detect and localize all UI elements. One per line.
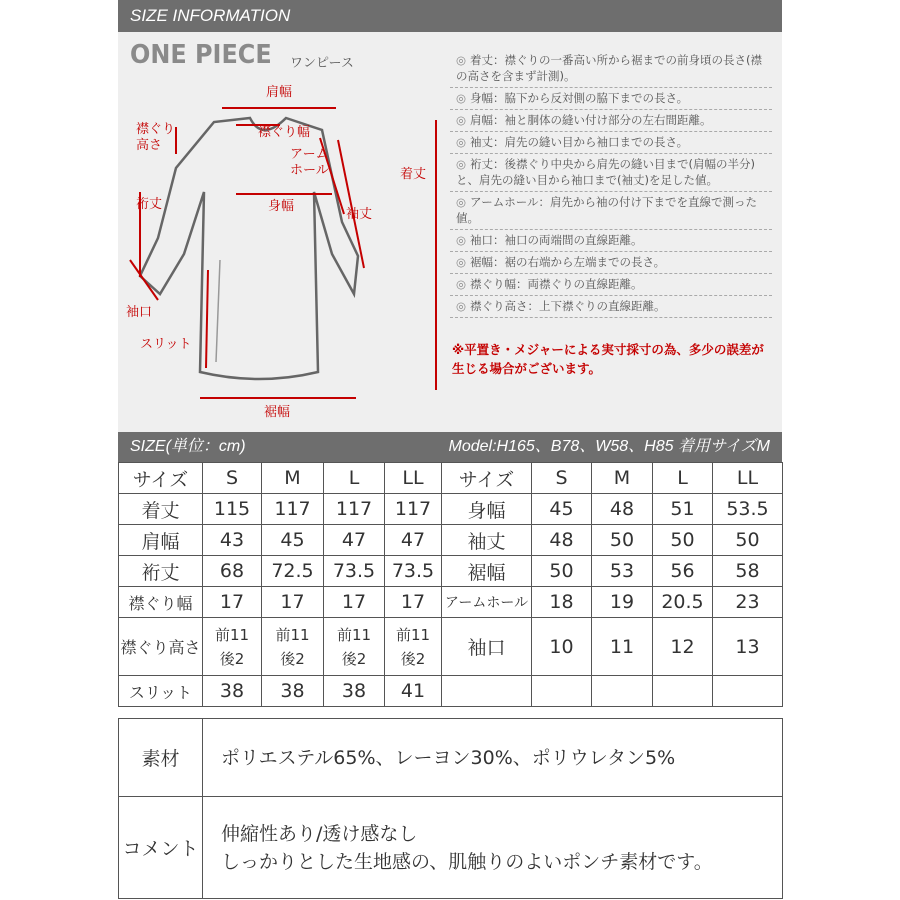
size-value: 72.5: [262, 556, 324, 587]
size-value: 前11 後2: [385, 618, 442, 676]
size-value: 50: [532, 556, 592, 587]
size-value: 50: [653, 525, 713, 556]
table-row: [119, 618, 783, 676]
note-text: 襟ぐり幅：両襟ぐりの直線距離。: [470, 277, 643, 291]
note-bullet-icon: ◎: [456, 53, 467, 67]
size-value: 50: [592, 525, 653, 556]
size-value: 17: [385, 587, 442, 618]
slit-line: [216, 260, 220, 362]
label-katahaba: 肩幅: [266, 85, 293, 100]
size-value: 38: [262, 676, 324, 707]
label-eri-haba: 襟ぐり幅: [258, 125, 311, 140]
size-value: 43: [203, 525, 262, 556]
note-item: [450, 50, 772, 88]
note-item: [450, 274, 772, 296]
size-value: 73.5: [324, 556, 385, 587]
size-value: 17: [324, 587, 385, 618]
size-value: 48: [532, 525, 592, 556]
material-label: 素材: [119, 719, 203, 797]
table-row: [119, 556, 783, 587]
size-value: [653, 676, 713, 707]
row-label: スリット: [119, 676, 203, 707]
page-subtitle: ワンピース: [290, 56, 354, 71]
row-label: 裄丈: [119, 556, 203, 587]
size-value: 13: [713, 618, 783, 676]
size-value: 68: [203, 556, 262, 587]
size-value: 47: [385, 525, 442, 556]
note-item: [450, 296, 772, 318]
table-header-row: [119, 463, 783, 494]
comment-value: 伸縮性あり/透け感なし しっかりとした生地感の、肌触りのよいポンチ素材です。: [203, 797, 783, 899]
note-item: [450, 192, 772, 230]
size-value: 17: [262, 587, 324, 618]
note-item: [450, 88, 772, 110]
row-label: 袖丈: [442, 525, 532, 556]
size-value: 19: [592, 587, 653, 618]
note-bullet-icon: ◎: [456, 299, 467, 313]
size-value: [713, 676, 783, 707]
measure-arrows: [130, 108, 436, 398]
note-text: 着丈：襟ぐりの一番高い所から裾までの前身頃の長さ(襟の高さを含まず計測)。: [456, 53, 763, 83]
measurement-notes: [450, 50, 772, 318]
row-label: アームホール: [442, 587, 532, 618]
size-value: S: [532, 463, 592, 494]
table-row: [119, 587, 783, 618]
material-row: [119, 719, 783, 797]
size-value: LL: [713, 463, 783, 494]
table-row: [119, 525, 783, 556]
note-text: 肩幅：袖と胴体の縫い付け部分の左右間距離。: [470, 113, 712, 127]
label-kitake: 着丈: [400, 167, 427, 182]
note-bullet-icon: ◎: [456, 91, 467, 105]
note-text: 袖丈：肩先の縫い目から袖口までの長さ。: [470, 135, 689, 149]
size-value: 41: [385, 676, 442, 707]
table-row: [119, 676, 783, 707]
size-value: M: [592, 463, 653, 494]
row-label: 身幅: [442, 494, 532, 525]
note-item: [450, 154, 772, 192]
size-value: 73.5: [385, 556, 442, 587]
model-info: Model:H165、B78、W58、H85 着用サイズM: [448, 438, 770, 455]
size-value: 56: [653, 556, 713, 587]
size-value: 38: [203, 676, 262, 707]
size-value: 前11 後2: [203, 618, 262, 676]
size-value: 前11 後2: [262, 618, 324, 676]
size-value: 51: [653, 494, 713, 525]
size-value: 23: [713, 587, 783, 618]
size-value: [592, 676, 653, 707]
note-bullet-icon: ◎: [456, 233, 467, 247]
size-value: 47: [324, 525, 385, 556]
note-text: 身幅：脇下から反対側の脇下までの長さ。: [470, 91, 689, 105]
size-value: 12: [653, 618, 713, 676]
note-bullet-icon: ◎: [456, 195, 467, 209]
size-table: [118, 462, 783, 707]
page-title: ONE PIECE: [130, 40, 272, 70]
row-label: 襟ぐり幅: [119, 587, 203, 618]
note-text: 裾幅：裾の右端から左端までの長さ。: [470, 255, 666, 269]
note-text: 袖口：袖口の両端間の直線距離。: [470, 233, 643, 247]
note-text: アームホール：肩先から袖の付け下までを直線で測った値。: [456, 195, 757, 225]
material-comment-table: [118, 718, 783, 899]
size-value: 53.5: [713, 494, 783, 525]
size-value: 17: [203, 587, 262, 618]
size-value: 45: [532, 494, 592, 525]
size-value: 11: [592, 618, 653, 676]
note-text: 裄丈：後襟ぐり中央から肩先の縫い目まで(肩幅の半分)と、肩先の縫い目から袖口まで(袖丈)を足した値。: [456, 157, 756, 187]
size-value: 45: [262, 525, 324, 556]
note-bullet-icon: ◎: [456, 255, 467, 269]
comment-label: コメント: [119, 797, 203, 899]
row-label: 肩幅: [119, 525, 203, 556]
size-value: S: [203, 463, 262, 494]
note-item: [450, 230, 772, 252]
label-sodeguchi: 袖口: [126, 305, 153, 320]
size-value: [532, 676, 592, 707]
material-value: ポリエステル65%、レーヨン30%、ポリウレタン5%: [203, 719, 783, 797]
size-value: 58: [713, 556, 783, 587]
label-mihaba: 身幅: [268, 199, 295, 214]
size-value: 50: [713, 525, 783, 556]
comment-row: [119, 797, 783, 899]
size-information-label: SIZE INFORMATION: [130, 6, 291, 25]
size-value: 48: [592, 494, 653, 525]
table-row: [119, 494, 783, 525]
row-label: サイズ: [119, 463, 203, 494]
size-value: 117: [324, 494, 385, 525]
row-label: 袖口: [442, 618, 532, 676]
size-value: M: [262, 463, 324, 494]
label-sodetake: 袖丈: [346, 207, 373, 222]
row-label: 着丈: [119, 494, 203, 525]
row-label: サイズ: [442, 463, 532, 494]
size-value: 20.5: [653, 587, 713, 618]
note-bullet-icon: ◎: [456, 157, 467, 171]
row-label: 襟ぐり高さ: [119, 618, 203, 676]
measurement-warning: ※平置き・メジャーによる実寸採寸の為、多少の誤差が生じる場合がございます。: [452, 342, 764, 376]
size-value: 38: [324, 676, 385, 707]
size-value: 117: [385, 494, 442, 525]
label-eri-takasa: 襟ぐり高さ: [136, 122, 176, 153]
note-item: [450, 132, 772, 154]
note-item: [450, 252, 772, 274]
label-armhole: アームホール: [290, 147, 329, 178]
label-slit: スリット: [140, 337, 192, 352]
size-value: L: [324, 463, 385, 494]
label-susohaba: 裾幅: [264, 405, 291, 420]
note-bullet-icon: ◎: [456, 277, 467, 291]
size-value: LL: [385, 463, 442, 494]
label-yukitake: 裄丈: [136, 197, 163, 212]
size-information-bar: [118, 0, 782, 32]
row-label: 裾幅: [442, 556, 532, 587]
note-bullet-icon: ◎: [456, 135, 467, 149]
size-value: 前11 後2: [324, 618, 385, 676]
size-value: 117: [262, 494, 324, 525]
size-value: L: [653, 463, 713, 494]
size-value: 18: [532, 587, 592, 618]
row-label: [442, 676, 532, 707]
size-unit-label: SIZE(単位：cm): [130, 438, 246, 455]
note-item: [450, 110, 772, 132]
garment-diagram: [118, 32, 448, 432]
size-value: 115: [203, 494, 262, 525]
note-text: 襟ぐり高さ：上下襟ぐりの直線距離。: [470, 299, 666, 313]
size-value: 10: [532, 618, 592, 676]
size-bar: [118, 432, 782, 462]
note-bullet-icon: ◎: [456, 113, 467, 127]
size-value: 53: [592, 556, 653, 587]
